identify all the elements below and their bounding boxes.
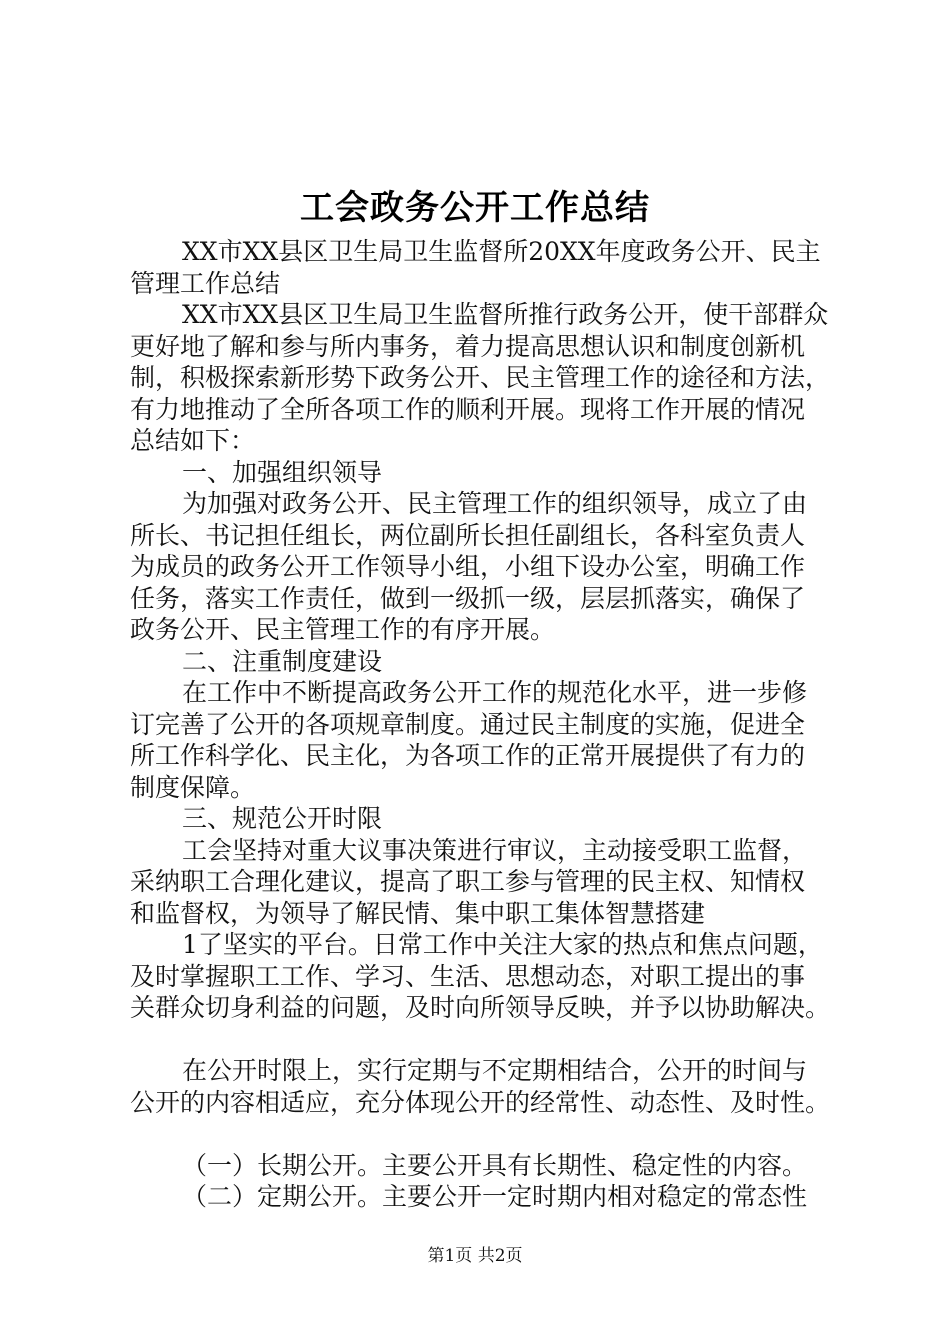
section-heading: 三、规范公开时限: [182, 804, 383, 833]
body-line: 及时掌握职工工作、学习、生活、思想动态，对职工提出的事: [130, 961, 806, 991]
body-line: 关群众切身利益的问题，及时向所领导反映，并予以协助解决。: [130, 993, 831, 1022]
body-line: XX市XX县区卫生局卫生监督所推行政务公开，使干部群众: [182, 300, 829, 329]
body-line: 工会坚持对重大议事决策进行审议，主动接受职工监督，: [182, 835, 808, 865]
body-line: 管理工作总结: [130, 268, 281, 298]
body-line: 任务，落实工作责任，做到一级抓一级，层层抓落实，确保了: [130, 583, 806, 613]
body-line: 制，积极探索新形势下政务公开、民主管理工作的途径和方法，: [130, 363, 831, 392]
page-footer: 第1页 共2页: [427, 1246, 523, 1266]
paragraph-gap: [130, 1118, 842, 1150]
body-line: 采纳职工合理化建议，提高了职工参与管理的民主权、知情权: [130, 867, 806, 896]
list-item: （二）定期公开。主要公开一定时期内相对稳定的常态性: [182, 1182, 808, 1211]
body-line: 所工作科学化、民主化，为各项工作的正常开展提供了有力的: [130, 741, 806, 770]
body-line: 总结如下：: [130, 426, 256, 455]
body-line: 政务公开、民主管理工作的有序开展。: [130, 615, 556, 644]
body-line: 更好地了解和参与所内事务，着力提高思想认识和制度创新机: [130, 331, 806, 361]
body-line: 1了坚实的平台。日常工作中关注大家的热点和焦点问题，: [182, 930, 823, 959]
body-line: 为成员的政务公开工作领导小组，小组下设办公室，明确工作: [130, 552, 806, 581]
body-line: 制度保障。: [130, 772, 256, 802]
body-line: XX市XX县区卫生局卫生监督所20XX年度政务公开、民主: [182, 237, 821, 266]
section-heading: 一、加强组织领导: [182, 457, 383, 487]
body-line: 在工作中不断提高政务公开工作的规范化水平，进一步修: [182, 678, 808, 707]
body-line: 公开的内容相适应，充分体现公开的经常性、动态性、及时性。: [130, 1087, 831, 1117]
body-line: 和监督权，为领导了解民情、集中职工集体智慧搭建: [130, 898, 706, 928]
body-line: 所长、书记担任组长，两位副所长担任副组长，各科室负责人: [130, 520, 806, 550]
body-line: 为加强对政务公开、民主管理工作的组织领导，成立了由: [182, 489, 808, 518]
section-heading: 二、注重制度建设: [182, 646, 383, 676]
document-title: 工会政务公开工作总结: [300, 188, 650, 228]
body-line: 有力地推动了全所各项工作的顺利开展。现将工作开展的情况: [130, 394, 806, 424]
list-item: （一）长期公开。主要公开具有长期性、稳定性的内容。: [182, 1150, 808, 1180]
body-line: 订完善了公开的各项规章制度。通过民主制度的实施，促进全: [130, 709, 806, 739]
body-line: 在公开时限上，实行定期与不定期相结合，公开的时间与: [182, 1056, 808, 1085]
document-body: [130, 236, 842, 1213]
paragraph-gap: [130, 1024, 842, 1056]
